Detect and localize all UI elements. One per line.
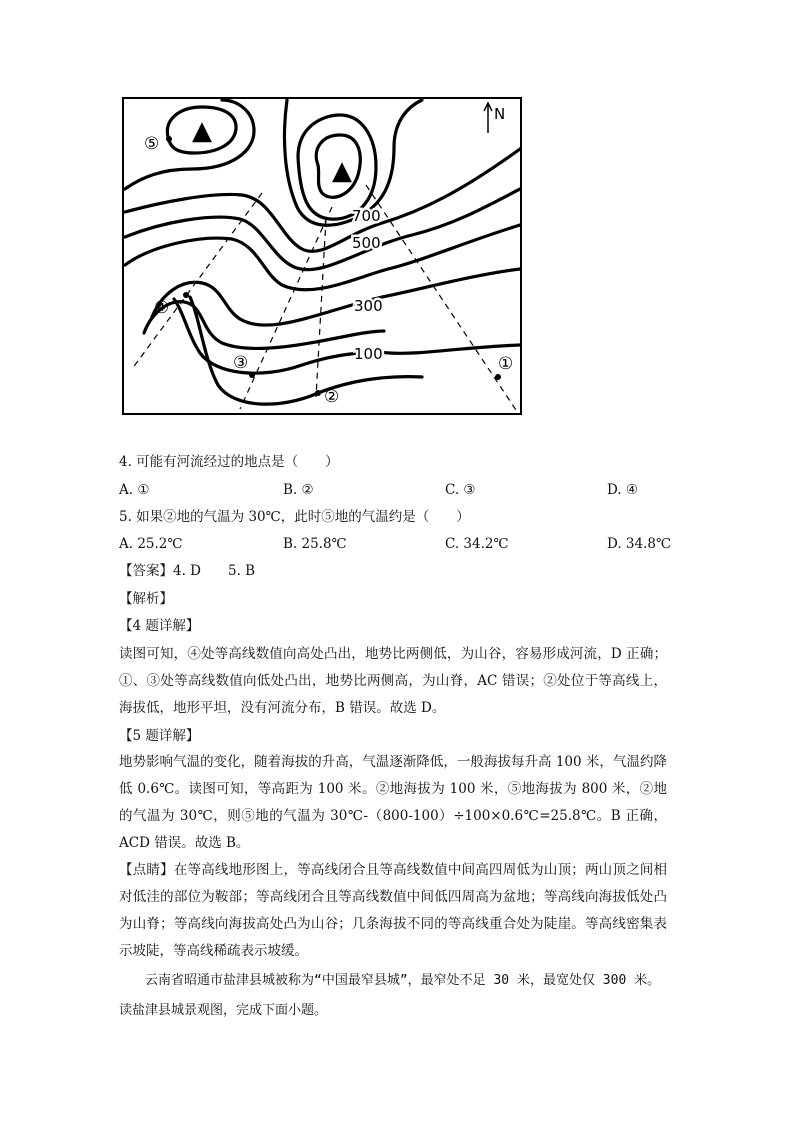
- q5-option-c: C. 34.2℃: [445, 536, 509, 552]
- point-label-4: ④: [154, 298, 170, 318]
- peak-triangle-icon: ▲: [332, 156, 352, 186]
- point-dot: [249, 372, 255, 378]
- tip-text: 【点睛】在等高线地形图上，等高线闭合且等高线数值中间高四周低为山顶；两山顶之间相对低洼的部位为鞍部；等高线闭合且等高线数值中间低四周高为盆地；等高线向海拔低处凸为山脊；等高线向海拔高处凸为山谷；几条海拔不同的等高线重合处为陡崖。等高线密集表示坡陡，等高线稀疏表示坡缓。: [119, 862, 667, 959]
- contour-label: 300: [354, 297, 383, 315]
- contour-map: [122, 97, 522, 417]
- q5-option-b: B. 25.8℃: [283, 536, 347, 552]
- question-5: 5. 如果②地的气温为 30℃，此时⑤地的气温约是（ ）: [119, 509, 470, 525]
- detail-5-text: 地势影响气温的变化，随着海拔的升高，气温逐渐降低，一般海拔每升高 100 米，气温约降低 0.6℃。读图可知，等高距为 100 米。②地海拔为 100 米，⑤地海拔为 800 米，②地的气温为 30℃，则⑤地的气温为 30℃-（800-100）÷100×0.6℃=25.8℃。B 正确，ACD 错误。故选 B。: [119, 754, 667, 851]
- point-dot: [315, 390, 321, 396]
- point-label-2: ②: [324, 387, 340, 407]
- contour-label: 100: [354, 345, 383, 363]
- q4-option-a: A. ①: [119, 482, 150, 498]
- point-dot: [183, 292, 189, 298]
- detail-5-label: 【5 题详解】: [119, 728, 200, 744]
- north-label: N: [494, 105, 506, 123]
- point-dot: [495, 374, 501, 380]
- q4-option-d: D. ④: [607, 482, 639, 498]
- q4-option-b: B. ②: [283, 482, 314, 498]
- map-frame: [123, 98, 521, 414]
- point-label-1: ①: [498, 354, 514, 374]
- contour-label: 700: [352, 207, 381, 225]
- q5-option-a: A. 25.2℃: [119, 536, 183, 552]
- contour-label: 500: [352, 234, 381, 252]
- point-label-5: ⑤: [144, 134, 160, 154]
- answer-line: 【答案】4. D 5. B: [119, 563, 256, 579]
- detail-4-label: 【4 题详解】: [119, 618, 200, 634]
- next-passage: 云南省昭通市盐津县城被称为“中国最窄县城”，最窄处不足 30 米，最宽处仅 300 米。读盐津县城景观图，完成下面小题。: [119, 973, 661, 1018]
- q4-option-c: C. ③: [445, 482, 476, 498]
- point-dot: [166, 136, 172, 142]
- analysis-label: 【解析】: [119, 591, 173, 607]
- peak-triangle-icon: ▲: [192, 116, 212, 146]
- point-label-3: ③: [233, 353, 249, 373]
- detail-4-text: 读图可知，④处等高线数值向高处凸出，地势比两侧低，为山谷，容易形成河流，D 正确；①、③处等高线数值向低处凸出，地势比两侧高，为山脊，AC 错误；②处位于等高线上，海拔低，地形平坦，没有河流分布，B 错误。故选 D。: [119, 646, 667, 716]
- q5-option-d: D. 34.8℃: [607, 536, 672, 552]
- question-4: 4. 可能有河流经过的地点是（ ）: [119, 454, 339, 470]
